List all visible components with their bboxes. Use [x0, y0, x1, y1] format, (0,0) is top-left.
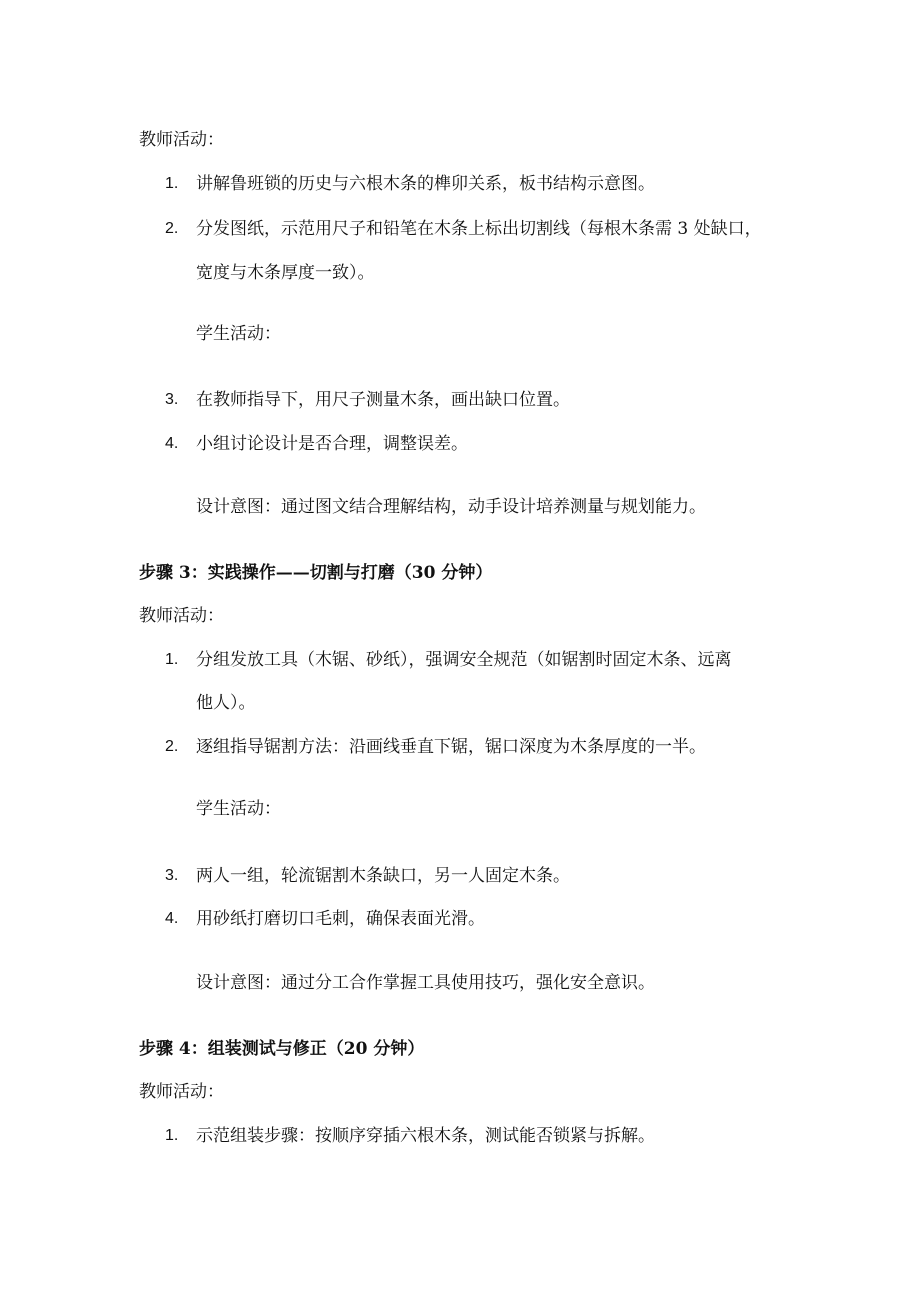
step3-heading: 步骤 3：实践操作——切割与打磨（30 分钟） [139, 563, 493, 583]
list-item: 讲解鲁班锁的历史与六根木条的榫卯关系，板书结构示意图。 [196, 174, 655, 194]
list-number: 1. [165, 651, 179, 668]
list-item: 两人一组，轮流锯割木条缺口，另一人固定木条。 [196, 866, 570, 886]
list-item: 在教师指导下，用尺子测量木条，画出缺口位置。 [196, 390, 570, 410]
list-number: 4. [165, 910, 179, 927]
step4-heading: 步骤 4：组装测试与修正（20 分钟） [139, 1039, 425, 1059]
teacher-activity-label: 教师活动： [139, 130, 224, 150]
list-number: 3. [165, 391, 179, 408]
teacher-activity-label: 教师活动： [139, 1082, 224, 1102]
student-activity-label: 学生活动： [196, 324, 281, 344]
list-number: 1. [165, 1127, 179, 1144]
list-number: 3. [165, 867, 179, 884]
list-item: 分发图纸，示范用尺子和铅笔在木条上标出切割线（每根木条需 3 处缺口， [196, 219, 762, 239]
list-number: 4. [165, 435, 179, 452]
list-item: 逐组指导锯割方法：沿画线垂直下锯，锯口深度为木条厚度的一半。 [196, 737, 706, 757]
teacher-activity-label: 教师活动： [139, 606, 224, 626]
list-item: 小组讨论设计是否合理，调整误差。 [196, 434, 468, 454]
list-item-continuation: 他人）。 [196, 693, 256, 713]
list-item: 用砂纸打磨切口毛刺，确保表面光滑。 [196, 909, 485, 929]
list-number: 2. [165, 738, 179, 755]
list-item-continuation: 宽度与木条厚度一致）。 [196, 263, 375, 283]
design-intent: 设计意图：通过图文结合理解结构，动手设计培养测量与规划能力。 [196, 497, 706, 517]
design-intent: 设计意图：通过分工合作掌握工具使用技巧，强化安全意识。 [196, 973, 655, 993]
list-number: 1. [165, 175, 179, 192]
list-item: 示范组装步骤：按顺序穿插六根木条，测试能否锁紧与拆解。 [196, 1126, 655, 1146]
student-activity-label: 学生活动： [196, 799, 281, 819]
list-number: 2. [165, 220, 179, 237]
list-item: 分组发放工具（木锯、砂纸），强调安全规范（如锯割时固定木条、远离 [196, 650, 732, 670]
